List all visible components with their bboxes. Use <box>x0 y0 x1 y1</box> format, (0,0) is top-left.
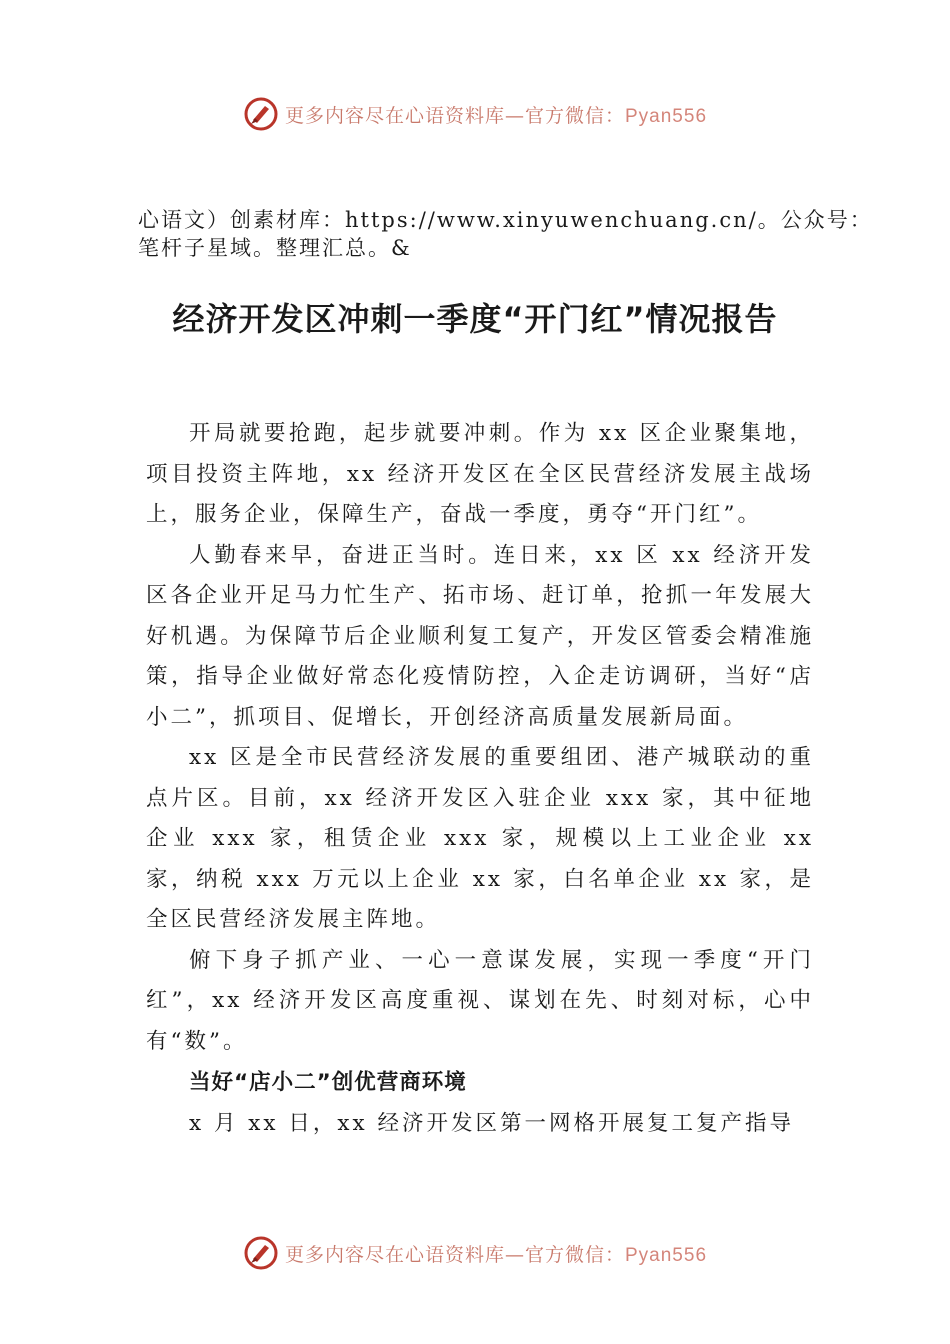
paragraph: 人勤春来早，奋进正当时。连日来，xx 区 xx 经济开发区各企业开足马力忙生产、拓市场、赶订单，抢抓一年发展大好机遇。为保障节后企业顺利复工复产，开发区管委会精准施策，指导企业做好常态化疫情防控，入企走访调研，当好“店小二”，抓项目、促增长，开创经济高质量发展新局面。 <box>146 542 814 730</box>
document-body <box>146 414 814 1145</box>
source-line-1: 心语文）创素材库：https://www.xinyuwenchuang.cn/。公众号： <box>138 208 873 232</box>
logo-icon <box>243 1235 279 1271</box>
paragraph: x 月 xx 日，xx 经济开发区第一网格开展复工复产指导 <box>189 1111 794 1136</box>
logo-icon <box>243 96 279 132</box>
banner-text: 更多内容尽在心语资料库—官方微信： <box>284 104 625 127</box>
banner-handle: Pyan556 <box>625 1244 708 1266</box>
banner-handle: Pyan556 <box>625 105 708 127</box>
paragraph: xx 区是全市民营经济发展的重要组团、港产城联动的重点片区。目前，xx 经济开发区入驻企业 xxx 家，其中征地企业 xxx 家，租赁企业 xxx 家，规模以上工业企业 xx 家，纳税 xxx 万元以上企业 xx 家，白名单企业 xx 家，是全区民营经济发展主阵地。 <box>146 745 814 932</box>
source-line-2: 笔杆子星域。整理汇总。& <box>138 236 412 260</box>
banner-text: 更多内容尽在心语资料库—官方微信： <box>284 1243 625 1266</box>
section-heading: 当好“店小二”创优营商环境 <box>189 1070 467 1095</box>
paragraph: 开局就要抢跑，起步就要冲刺。作为 xx 区企业聚集地，项目投资主阵地，xx 经济开发区在全区民营经济发展主战场上，服务企业，保障生产，奋战一季度，勇夺“开门红”。 <box>146 421 814 527</box>
document-title: 经济开发区冲刺一季度“开门红”情况报告 <box>172 300 778 338</box>
paragraph: 俯下身子抓产业、一心一意谋发展，实现一季度“开门红”，xx 经济开发区高度重视、谋划在先、时刻对标，心中有“数”。 <box>146 947 814 1054</box>
header-banner <box>0 94 950 134</box>
footer-banner <box>0 1233 950 1273</box>
